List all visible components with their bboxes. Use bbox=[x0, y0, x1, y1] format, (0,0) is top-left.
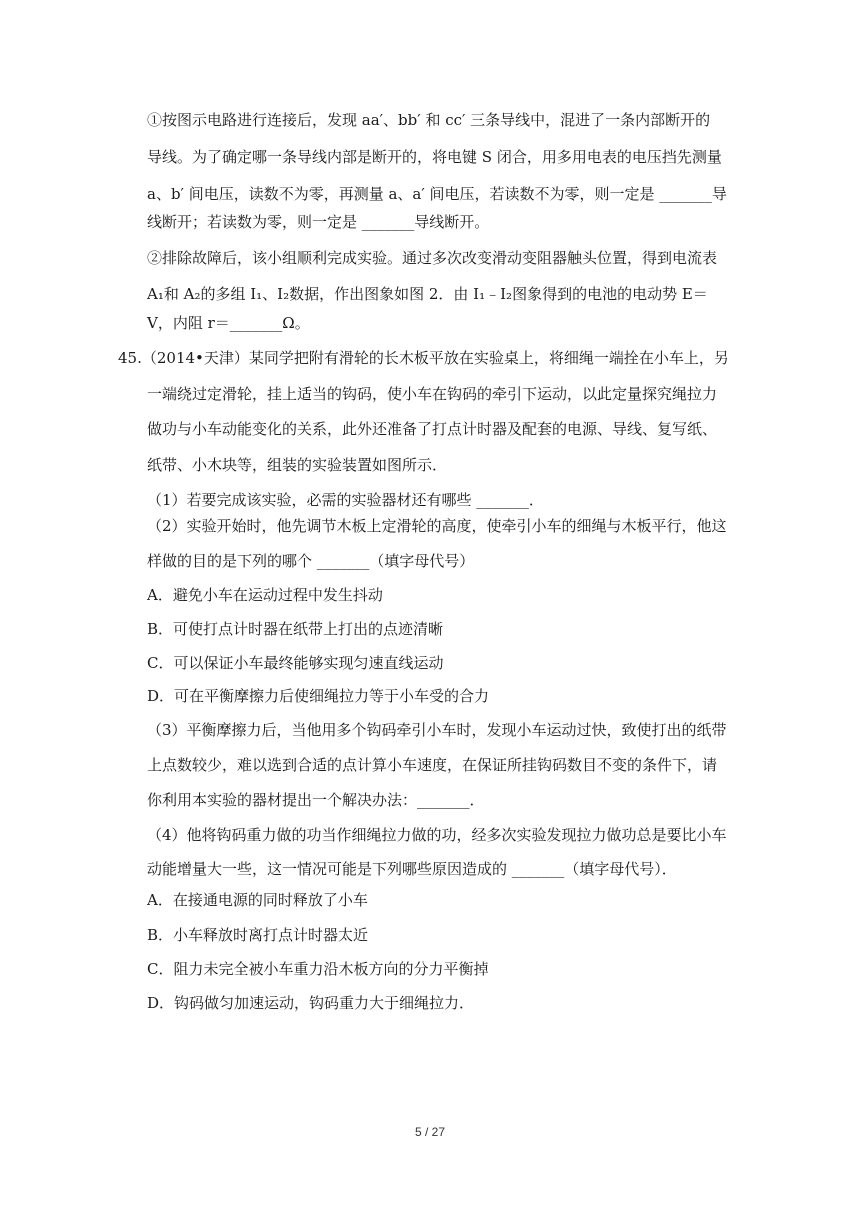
option: C．可以保证小车最终能够实现匀速直线运动 bbox=[147, 654, 444, 672]
text-line: 你利用本实验的器材提出一个解决办法：_______． bbox=[147, 791, 485, 809]
text-line: 做功与小车动能变化的关系，此外还准备了打点计时器及配套的电源、导线、复写纸、 bbox=[147, 420, 718, 438]
question-header: 45.（2014•天津）某同学把附有滑轮的长木板平放在实验桌上，将细绳一端拴在小车上，另 bbox=[118, 349, 729, 367]
option: C．阻力未完全被小车重力沿木板方向的分力平衡掉 bbox=[147, 960, 489, 978]
text-line: ①按图示电路进行连接后，发现 aa′、bb′ 和 cc′ 三条导线中，混进了一条内部断开的 bbox=[147, 111, 711, 129]
text-line: 上点数较少，难以选到合适的点计算小车速度，在保证所挂钩码数目不变的条件下，请 bbox=[147, 756, 718, 774]
page-number: 5 / 27 bbox=[414, 1125, 446, 1139]
text-line: 线断开；若读数为零，则一定是 _______导线断开。 bbox=[147, 213, 490, 231]
sub-question: （3）平衡摩擦力后，当他用多个钩码牵引小车时，发现小车运动过快，致使打出的纸带 bbox=[147, 721, 727, 739]
text-line: V，内阻 r＝_______Ω。 bbox=[147, 314, 310, 332]
text-line: 导线。为了确定哪一条导线内部是断开的，将电键 S 闭合，用多用电表的电压挡先测量 bbox=[147, 148, 722, 166]
sub-question: （2）实验开始时，他先调节木板上定滑轮的高度，使牵引小车的细绳与木板平行，他这 bbox=[147, 517, 727, 535]
text-line: a、b′ 间电压，读数不为零，再测量 a、a′ 间电压，若读数不为零，则一定是 _______导 bbox=[147, 185, 727, 203]
option: A．在接通电源的同时释放了小车 bbox=[147, 891, 368, 909]
text-line: ②排除故障后，该小组顺利完成实验。通过多次改变滑动变阻器触头位置，得到电流表 bbox=[147, 249, 718, 267]
option: B．可使打点计时器在纸带上打出的点迹清晰 bbox=[147, 620, 444, 638]
option: B．小车释放时离打点计时器太近 bbox=[147, 926, 369, 944]
text-line: 样做的目的是下列的哪个 _______（填字母代号） bbox=[147, 552, 475, 570]
text-line: A₁和 A₂的多组 I₁、I₂数据，作出图象如图 2．由 I₁﹣I₂图象得到的电池的电动势 E＝ bbox=[147, 285, 708, 303]
sub-question: （1）若要完成该实验，必需的实验器材还有哪些 _______． bbox=[147, 491, 544, 509]
sub-question: （4）他将钩码重力做的功当作细绳拉力做的功，经多次实验发现拉力做功总是要比小车 bbox=[147, 826, 727, 844]
option: D．钩码做匀加速运动，钩码重力大于细绳拉力． bbox=[147, 994, 475, 1012]
text-line: 纸带、小木块等，组装的实验装置如图所示． bbox=[147, 456, 448, 474]
option: A．避免小车在运动过程中发生抖动 bbox=[147, 586, 383, 604]
text-line: 一端绕过定滑轮，挂上适当的钩码，使小车在钩码的牵引下运动，以此定量探究绳拉力 bbox=[147, 385, 718, 403]
text-line: 动能增量大一些，这一情况可能是下列哪些原因造成的 _______（填字母代号）． bbox=[147, 860, 677, 878]
option: D．可在平衡摩擦力后使细绳拉力等于小车受的合力 bbox=[147, 687, 490, 705]
